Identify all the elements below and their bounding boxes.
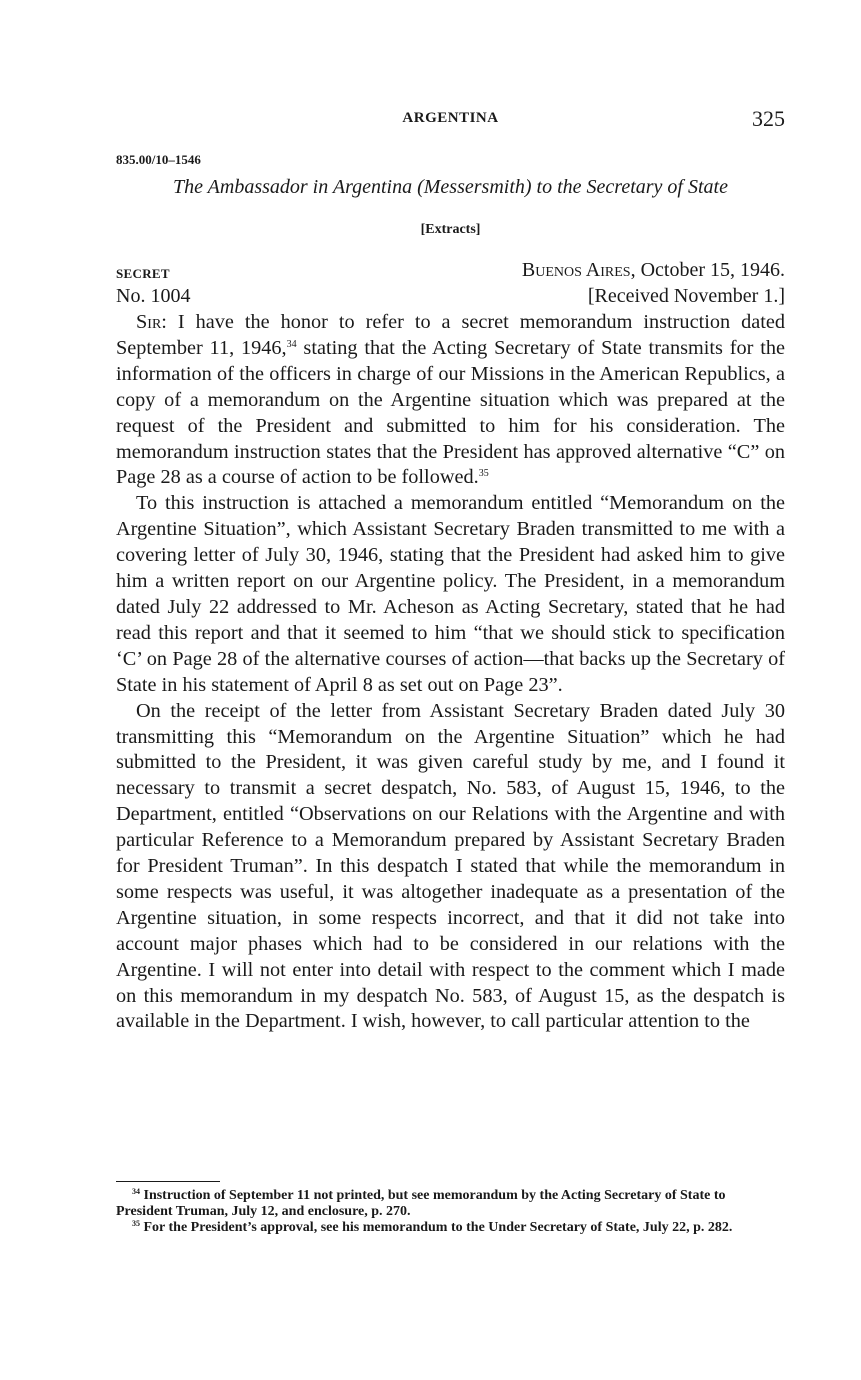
- paragraph: To this instruction is attached a memorandum entitled “Memorandum on the Argentine Situation”, which Assistant Secretary Braden transmitted to me with a covering letter of July 30, 1946, stating that the President had asked him to give him a written report on our Argentine policy. The President, in a memorandum dated July 22 addressed to Mr. Acheson as Acting Secretary, stated that he had read this report and that it seemed to him “that we should stick to specification ‘C’ on Page 28 of the alternative courses of action—that backs up the Secretary of State in his statement of April 8 as set out on Page 23”.: [116, 492, 785, 696]
- letter-body: [116, 310, 785, 1035]
- footnote-divider: [116, 1181, 220, 1182]
- despatch-number: No. 1004: [116, 285, 191, 307]
- salutation: Sir: [136, 311, 162, 333]
- paragraph-text: : I have the honor to refer to a secret memorandum instruction dated September 11, 1946,: [116, 311, 785, 359]
- footnotes: [116, 1188, 785, 1235]
- document-title: The Ambassador in Argentina (Messersmith) to the Secretary of State: [173, 176, 728, 198]
- place-date: [522, 259, 785, 282]
- footnote: [116, 1188, 785, 1220]
- running-header: [116, 106, 785, 136]
- footnote-marker: 34: [132, 1187, 140, 1196]
- paragraph: On the receipt of the letter from Assistant Secretary Braden dated July 30 transmitting this “Memorandum on the Argentine Situation” which he had submitted to the President, it was given careful study by me, and I found it necessary to transmit a secret despatch, No. 583, of August 15, 1946, to the Department, entitled “Observations on our Relations with the Argentine and with particular Reference to a Memorandum prepared by Assistant Secretary Braden for President Truman”. In this despatch I stated that while the memorandum in some respects was useful, it was altogether inadequate as a presentation of the Argentine situation, in some respects incorrect, and that it did not take into account major phases which had to be considered in our relations with the Argentine. I will not enter into detail with respect to the comment which I made on this memorandum in my despatch No. 583, of August 15, as the despatch is available in the Department. I wish, however, to call particular attention to the: [116, 699, 785, 1033]
- paragraph: [116, 310, 785, 491]
- footnote: [116, 1220, 785, 1236]
- footnote-ref: 34: [286, 338, 297, 350]
- paragraph-text: stating that the Acting Secretary of State transmits for the information of the officers in charge of our Missions in the American Republics, a copy of a memorandum on the Argentine situation which was prepared at the request of the President and submitted to him for his consideration. The memorandum instruction states that the President has approved alternative “C” on Page 28 as a course of action to be followed.: [116, 336, 785, 489]
- footnote-marker: 35: [132, 1218, 140, 1228]
- received-date: [Received November 1.]: [587, 285, 785, 307]
- place: Buenos Aires: [521, 259, 631, 281]
- file-number: 835.00/10–1546: [116, 152, 201, 167]
- footnote-ref: 35: [478, 468, 489, 480]
- footnote-text: Instruction of September 11 not printed, but see memorandum by the Acting Secretary of State to President Truman, July 12, and enclosure, p. 270.: [116, 1188, 726, 1219]
- date: , October 15, 1946.: [630, 259, 785, 281]
- running-title: ARGENTINA: [402, 110, 499, 126]
- classification: SECRET: [116, 266, 170, 281]
- page-number: 325: [752, 106, 785, 131]
- document-page: [116, 0, 785, 1380]
- extracts-label: [Extracts]: [420, 222, 481, 237]
- footnote-text: For the President’s approval, see his memorandum to the Under Secretary of State, July 22, p. 282.: [140, 1219, 733, 1235]
